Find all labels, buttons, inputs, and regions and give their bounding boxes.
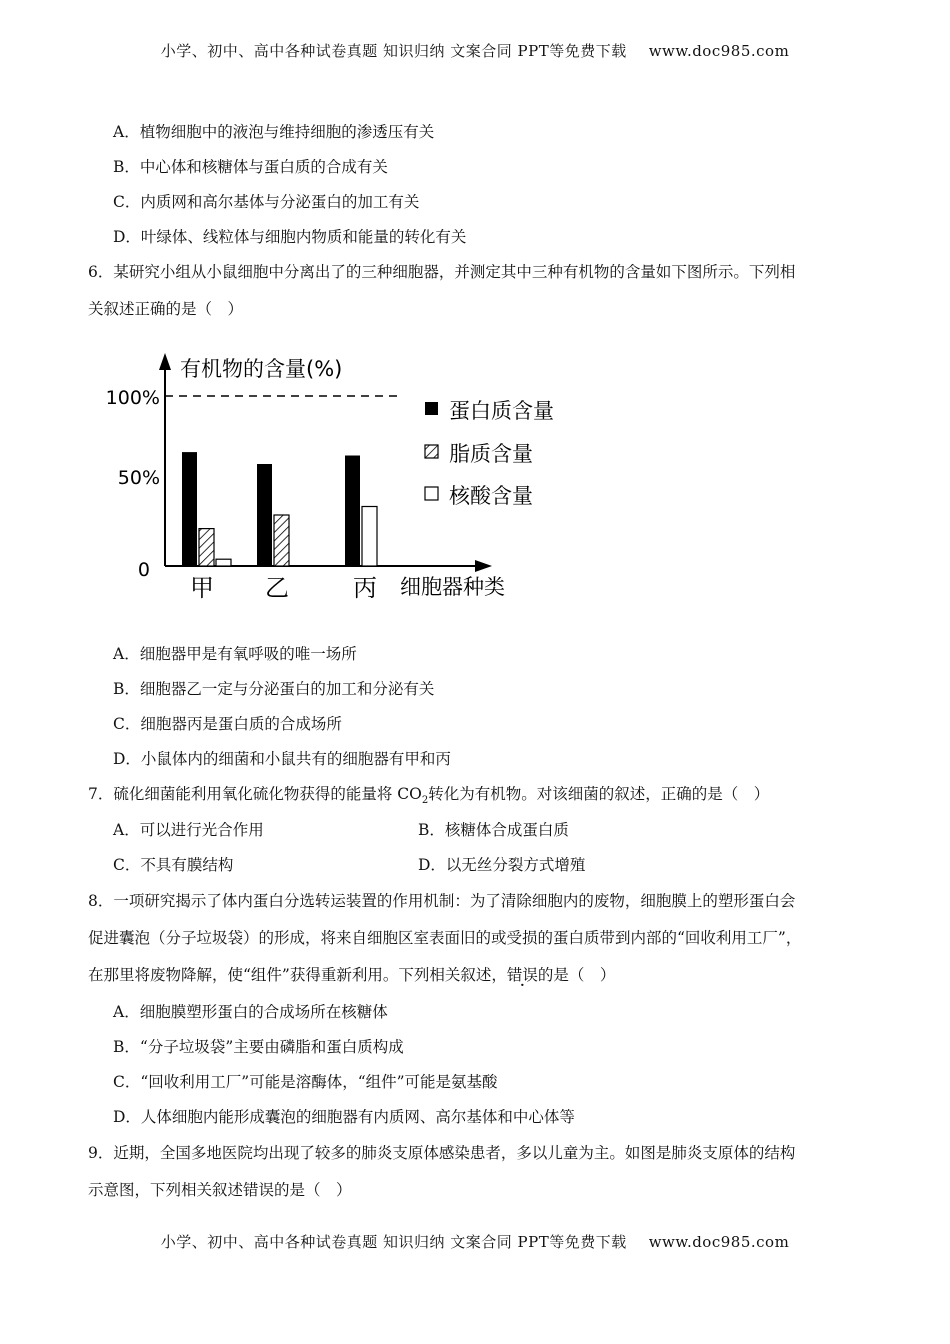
legend-swatch-nucleic <box>425 487 438 500</box>
q6-stem-line2: 关叙述正确的是（ ） <box>88 300 244 318</box>
q6-stem-line1: 6．某研究小组从小鼠细胞中分离出了的三种细胞器，并测定其中三种有机物的含量如下图所示。下列相 <box>88 263 796 281</box>
bar-nucleic-0 <box>216 559 231 566</box>
category-label-1: 乙 <box>265 574 289 602</box>
bar-nucleic-2 <box>362 507 377 567</box>
category-label-0: 甲 <box>190 574 214 602</box>
y-tick-100: 100% <box>105 387 160 409</box>
bar-protein-1 <box>257 464 272 566</box>
q5-option-b: B．中心体和核糖体与蛋白质的合成有关 <box>113 158 388 176</box>
legend-swatch-lipid <box>425 445 438 458</box>
q8-option-b: B．“分子垃圾袋”主要由磷脂和蛋白质构成 <box>113 1038 404 1056</box>
page-footer <box>0 1231 950 1252</box>
q8-stem-line1: 8．一项研究揭示了体内蛋白分选转运装置的作用机制：为了清除细胞内的废物，细胞膜上的塑形蛋白会 <box>88 892 796 910</box>
y-axis-title: 有机物的含量(%) <box>180 357 343 381</box>
bar-protein-2 <box>345 456 360 567</box>
bar-lipid-1 <box>274 515 289 566</box>
q5-option-d: D．叶绿体、线粒体与细胞内物质和能量的转化有关 <box>113 228 467 246</box>
q8-option-a: A．细胞膜塑形蛋白的合成场所在核糖体 <box>113 1003 388 1021</box>
q7-stem-sub: 2 <box>421 795 429 807</box>
bar-lipid-0 <box>199 529 214 566</box>
y-tick-50: 50% <box>117 467 160 489</box>
footer-text: 小学、初中、高中各种试卷真题 知识归纳 文案合同 PPT等免费下载 <box>160 1233 627 1251</box>
legend-label-nucleic: 核酸含量 <box>449 484 533 508</box>
q8-emphasis-error: 错误 <box>506 966 538 984</box>
q8-option-c: C．“回收利用工厂”可能是溶酶体，“组件”可能是氨基酸 <box>113 1073 498 1091</box>
header-site-link[interactable]: www.doc985.com <box>648 42 790 60</box>
q6-option-c: C．细胞器丙是蛋白质的合成场所 <box>113 715 342 733</box>
x-axis-title: 细胞器种类 <box>400 575 505 599</box>
x-axis-arrow <box>475 560 492 572</box>
y-tick-0: 0 <box>137 559 150 581</box>
q6-option-a: A．细胞器甲是有氧呼吸的唯一场所 <box>113 645 357 663</box>
q5-option-a: A．植物细胞中的液泡与维持细胞的渗透压有关 <box>113 123 435 141</box>
q8-stem-line3-pre: 在那里将废物降解，使“组件”获得重新利用。下列相关叙述， <box>88 966 507 984</box>
q7-option-c: C．不具有膜结构 <box>113 856 234 874</box>
footer-site-link[interactable]: www.doc985.com <box>648 1233 790 1251</box>
q7-option-d: D．以无丝分裂方式增殖 <box>418 856 586 874</box>
category-label-2: 丙 <box>353 574 377 602</box>
q7-stem-post: 转化为有机物。对该细菌的叙述，正确的是（ ） <box>428 785 770 803</box>
bar-protein-0 <box>182 452 197 566</box>
legend-label-lipid: 脂质含量 <box>449 442 533 466</box>
q7-option-b: B．核糖体合成蛋白质 <box>418 821 569 839</box>
q8-stem-line2: 促进囊泡（分子垃圾袋）的形成，将来自细胞区室表面旧的或受损的蛋白质带到内部的“回收利用工厂”， <box>88 929 802 947</box>
q9-stem-line2: 示意图，下列相关叙述错误的是（ ） <box>88 1181 352 1199</box>
q8-stem-line3 <box>88 963 615 985</box>
q6-option-b: B．细胞器乙一定与分泌蛋白的加工和分泌有关 <box>113 680 435 698</box>
q8-option-d: D．人体细胞内能形成囊泡的细胞器有内质网、高尔基体和中心体等 <box>113 1108 575 1126</box>
q6-option-d: D．小鼠体内的细菌和小鼠共有的细胞器有甲和丙 <box>113 750 451 768</box>
q5-option-c: C．内质网和高尔基体与分泌蛋白的加工有关 <box>113 193 420 211</box>
q7-stem <box>88 782 769 806</box>
q7-option-a: A．可以进行光合作用 <box>113 821 264 839</box>
legend-swatch-protein <box>425 402 438 415</box>
legend-label-protein: 蛋白质含量 <box>449 399 554 423</box>
y-axis-arrow <box>159 353 171 370</box>
q7-stem-pre: 7．硫化细菌能利用氧化硫化物获得的能量将 CO <box>88 785 422 803</box>
q9-stem-line1: 9．近期，全国多地医院均出现了较多的肺炎支原体感染患者，多以儿童为主。如图是肺炎支原体的结构 <box>88 1144 796 1162</box>
header-text: 小学、初中、高中各种试卷真题 知识归纳 文案合同 PPT等免费下载 <box>160 42 627 60</box>
q8-stem-line3-post: 的是（ ） <box>537 966 616 984</box>
